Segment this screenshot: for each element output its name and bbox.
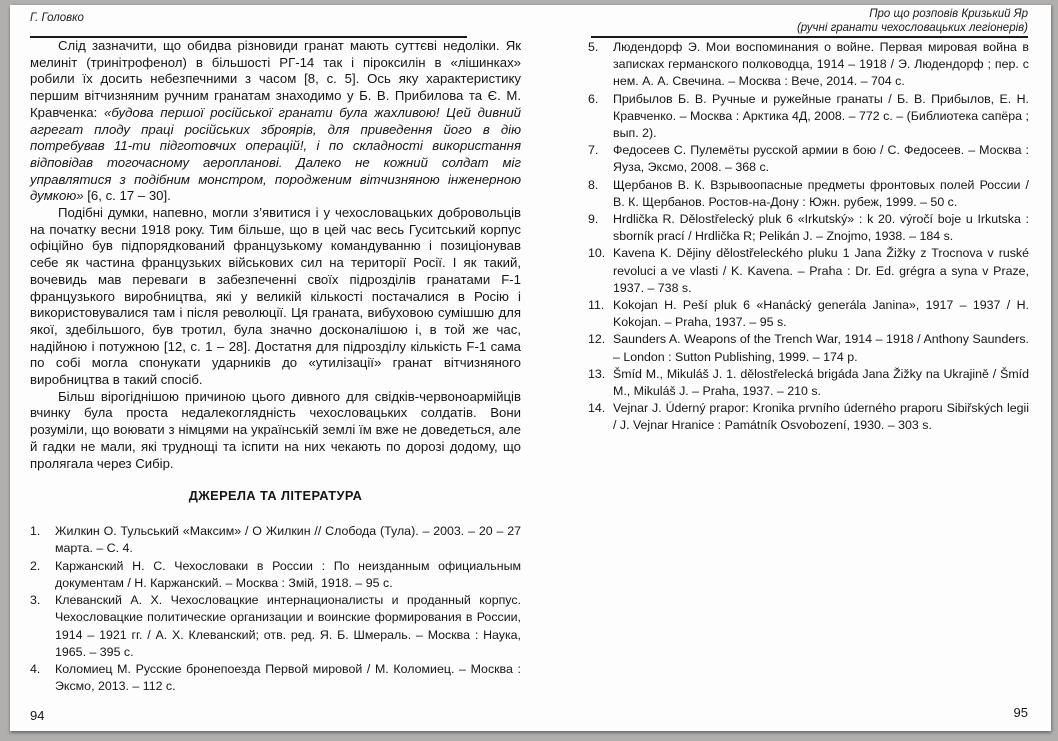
reference-number: 1.	[30, 524, 41, 539]
section-heading: ДЖЕРЕЛА ТА ЛІТЕРАТУРА	[188, 488, 363, 504]
paragraph	[30, 205, 521, 389]
reference-item	[588, 91, 1029, 143]
reference-text: Жилкин О. Тульський «Максим» / О Жилкин // Слобода (Тула). – 2003. – 20 – 27 марта. – С. 4.	[55, 524, 521, 556]
header-rule-right	[591, 36, 1028, 38]
reference-number: 14.	[588, 401, 606, 416]
quote-italic-text: «будова першої російської гранати була жахливою! Цей дивний агрегат плоду праці російських зброярів, для приведення його в дію потребував 11-ти підготовчих операцій!, і по складності використання відповідав тогочасному аеропланові. Далеко не кожний солдат міг управлятися з подібним монстром, породженим вітчизняною інженерною думкою»	[30, 104, 521, 204]
reference-text: Hrdlička R. Dělostřelecký pluk 6 «Irkutský» : k 20. výročí boje u Irkutska : sborník prací / Hrdlička R; Pelikán J. – Znojmo, 1938. – 184 s.	[613, 212, 1029, 244]
reference-number: 8.	[588, 177, 599, 192]
reference-item	[30, 558, 521, 592]
reference-item	[588, 331, 1029, 365]
paragraph-text: [6, с. 17 – 30].	[83, 188, 171, 204]
reference-text: Щербанов В. К. Взрывоопасные предметы фронтовых полей России / В. К. Щербанов. Ростов-на-Дону : Южн. рубеж, 1999. – 50 с.	[613, 177, 1029, 209]
reference-item	[588, 400, 1029, 434]
reference-number: 13.	[588, 366, 606, 381]
reference-item	[588, 177, 1029, 211]
reference-text: Šmíd M., Mikuláš J. 1. dělostřelecká brigáda Jana Žižky na Ukrajině / Šmíd M., Mikuláš J. – Praha, 1937. – 210 s.	[613, 366, 1029, 399]
running-header-title-line2: (ручні гранати чехословацьких легіонерів)	[796, 21, 1028, 34]
book-spread	[10, 5, 1051, 731]
running-header-title-line1: Про що розповів Кризький Яр	[869, 8, 1028, 20]
reference-item	[588, 366, 1029, 400]
left-page-column	[30, 38, 521, 695]
running-header-author: Г. Головко	[30, 12, 84, 24]
reference-number: 10.	[588, 246, 606, 261]
reference-item	[30, 523, 521, 557]
paragraph-text: Більш вірогіднішою причиною цього дивного для свідків-червоноармійців вчинку була проста недалекоглядність чехословацьких солдатів. Вони розуміли, що воювати з німцями на українській землі їм вже не доведеться, але й гадки не мали, які труднощі та іспити на них чекають по дорозі додому, що пролягала через Сибір.	[30, 388, 521, 471]
reference-list-left	[30, 523, 521, 695]
reference-list-right	[588, 39, 1029, 435]
reference-item	[588, 39, 1029, 91]
reference-text: Коломиец М. Русские бронепоезда Первой мировой / М. Коломиец. – Москва : Эксмо, 2013. – 112 с.	[55, 661, 521, 694]
reference-text: Клеванский А. Х. Чехословацкие интернационалисты и проданный корпус. Чехословацкие политические организации и воинские формирования в России, 1914 – 1921 гг. / А. Х. Клеванский; отв. ред. Я. Б. Шмераль. – Москва : Наука, 1965. – 395 с.	[55, 593, 521, 659]
reference-item	[588, 245, 1029, 297]
body-paragraphs	[30, 38, 521, 472]
reference-item	[30, 592, 521, 661]
reference-number: 4.	[30, 661, 41, 676]
reference-text: Vejnar J. Úderný prapor: Kronika prvního úderného praporu Sibiřských legii / J. Vejnar Hranice : Památník Osvobození, 1930. – 303 s.	[613, 401, 1029, 433]
reference-item	[30, 661, 521, 695]
reference-number: 7.	[588, 143, 599, 158]
reference-number: 11.	[588, 298, 605, 313]
reference-number: 5.	[588, 40, 599, 54]
running-header-title	[797, 8, 1028, 35]
reference-text: Kokojan H. Peší pluk 6 «Hanácký generála Janina», 1917 – 1937 / H. Kokojan. – Praha, 1937. – 95 s.	[613, 298, 1029, 330]
right-page-column	[588, 39, 1029, 435]
reference-text: Людендорф Э. Мои воспоминания о войне. Первая мировая война в записках германского полководца, 1914 – 1918 / Э. Людендорф ; пер. с нем. А. А. Свечина. – Москва : Вече, 2014. – 704 с.	[613, 40, 1029, 89]
reference-item	[588, 211, 1029, 245]
reference-number: 6.	[588, 91, 599, 106]
reference-number: 3.	[30, 593, 41, 608]
paragraph	[30, 38, 521, 205]
page-number-left: 94	[30, 708, 45, 723]
reference-number: 9.	[588, 212, 599, 227]
reference-text: Федосеев С. Пулемёты русской армии в бою / С. Федосеев. – Москва : Яуза, Эксмо, 2008. – 368 с.	[613, 143, 1029, 175]
reference-text: Kavena K. Dějiny dělostřeleckého pluku 1 Jana Žižky z Trocnova v ruské revoluci a ve vlasti / K. Kavena. – Praha : Dr. Ed. grégra a syna v Praze, 1937. – 738 s.	[613, 246, 1029, 295]
paragraph-text: Слід зазначити, що обидва різновиди гранат мають суттєві недоліки. Як мелиніт (тринітрофенол) в більшості РГ-14 так і піроксилін в «лішинках» робили їх досить небезпечними з часом [8, с. 5]. Ось яку характеристику першим вітчизняним ручним гранатам знаходимо у Б. В. Прибилова та Є. М. Кравченка:	[30, 38, 521, 120]
reference-item	[588, 297, 1029, 331]
paragraph	[30, 389, 521, 473]
reference-text: Прибылов Б. В. Ручные и ружейные гранаты / Б. В. Прибылов, Е. Н. Кравченко. – Москва : Арктика 4Д, 2008. – 772 с. – (Библиотека сапёра ; вып. 2).	[613, 91, 1029, 141]
paragraph-text: Подібні думки, напевно, могли з’явитися і у чехословацьких добровольців на початку весни 1918 року. Тим більше, що в цей час весь Гуситський корпус офіційно був підпорядкований французькому командуванню і позиціонував себе як частина французьких військових сил на території Росії. І як такий, вочевидь мав переваги в забезпеченні своїх підрозділів гранатами F-1 французького виробництва, які у великій кількості постачалися в Росію і використовувалися там і після революції. Ця граната, вибуховою сумішшю для якої, здебільшого, був тротил, була значно досконалішою і, в той же час, надійною і потужною [12, с. 1 – 28]. Достатня для підрозділу кількість F-1 сама по собі могла спонукати ударників до «утилізації» гранат вітчизняного виробництва в такий спосіб.	[30, 205, 521, 388]
reference-number: 2.	[30, 558, 41, 573]
reference-item	[588, 142, 1029, 176]
reference-text: Каржанский Н. С. Чехословаки в России : По неизданным официальным документам / Н. Каржанский. – Москва : Змій, 1918. – 95 с.	[55, 558, 521, 590]
reference-number: 12.	[588, 332, 606, 347]
reference-text: Saunders A. Weapons of the Trench War, 1914 – 1918 / Anthony Saunders. – London : Sutton Publishing, 1999. – 174 p.	[613, 332, 1029, 364]
page-number-right: 95	[1013, 705, 1028, 720]
